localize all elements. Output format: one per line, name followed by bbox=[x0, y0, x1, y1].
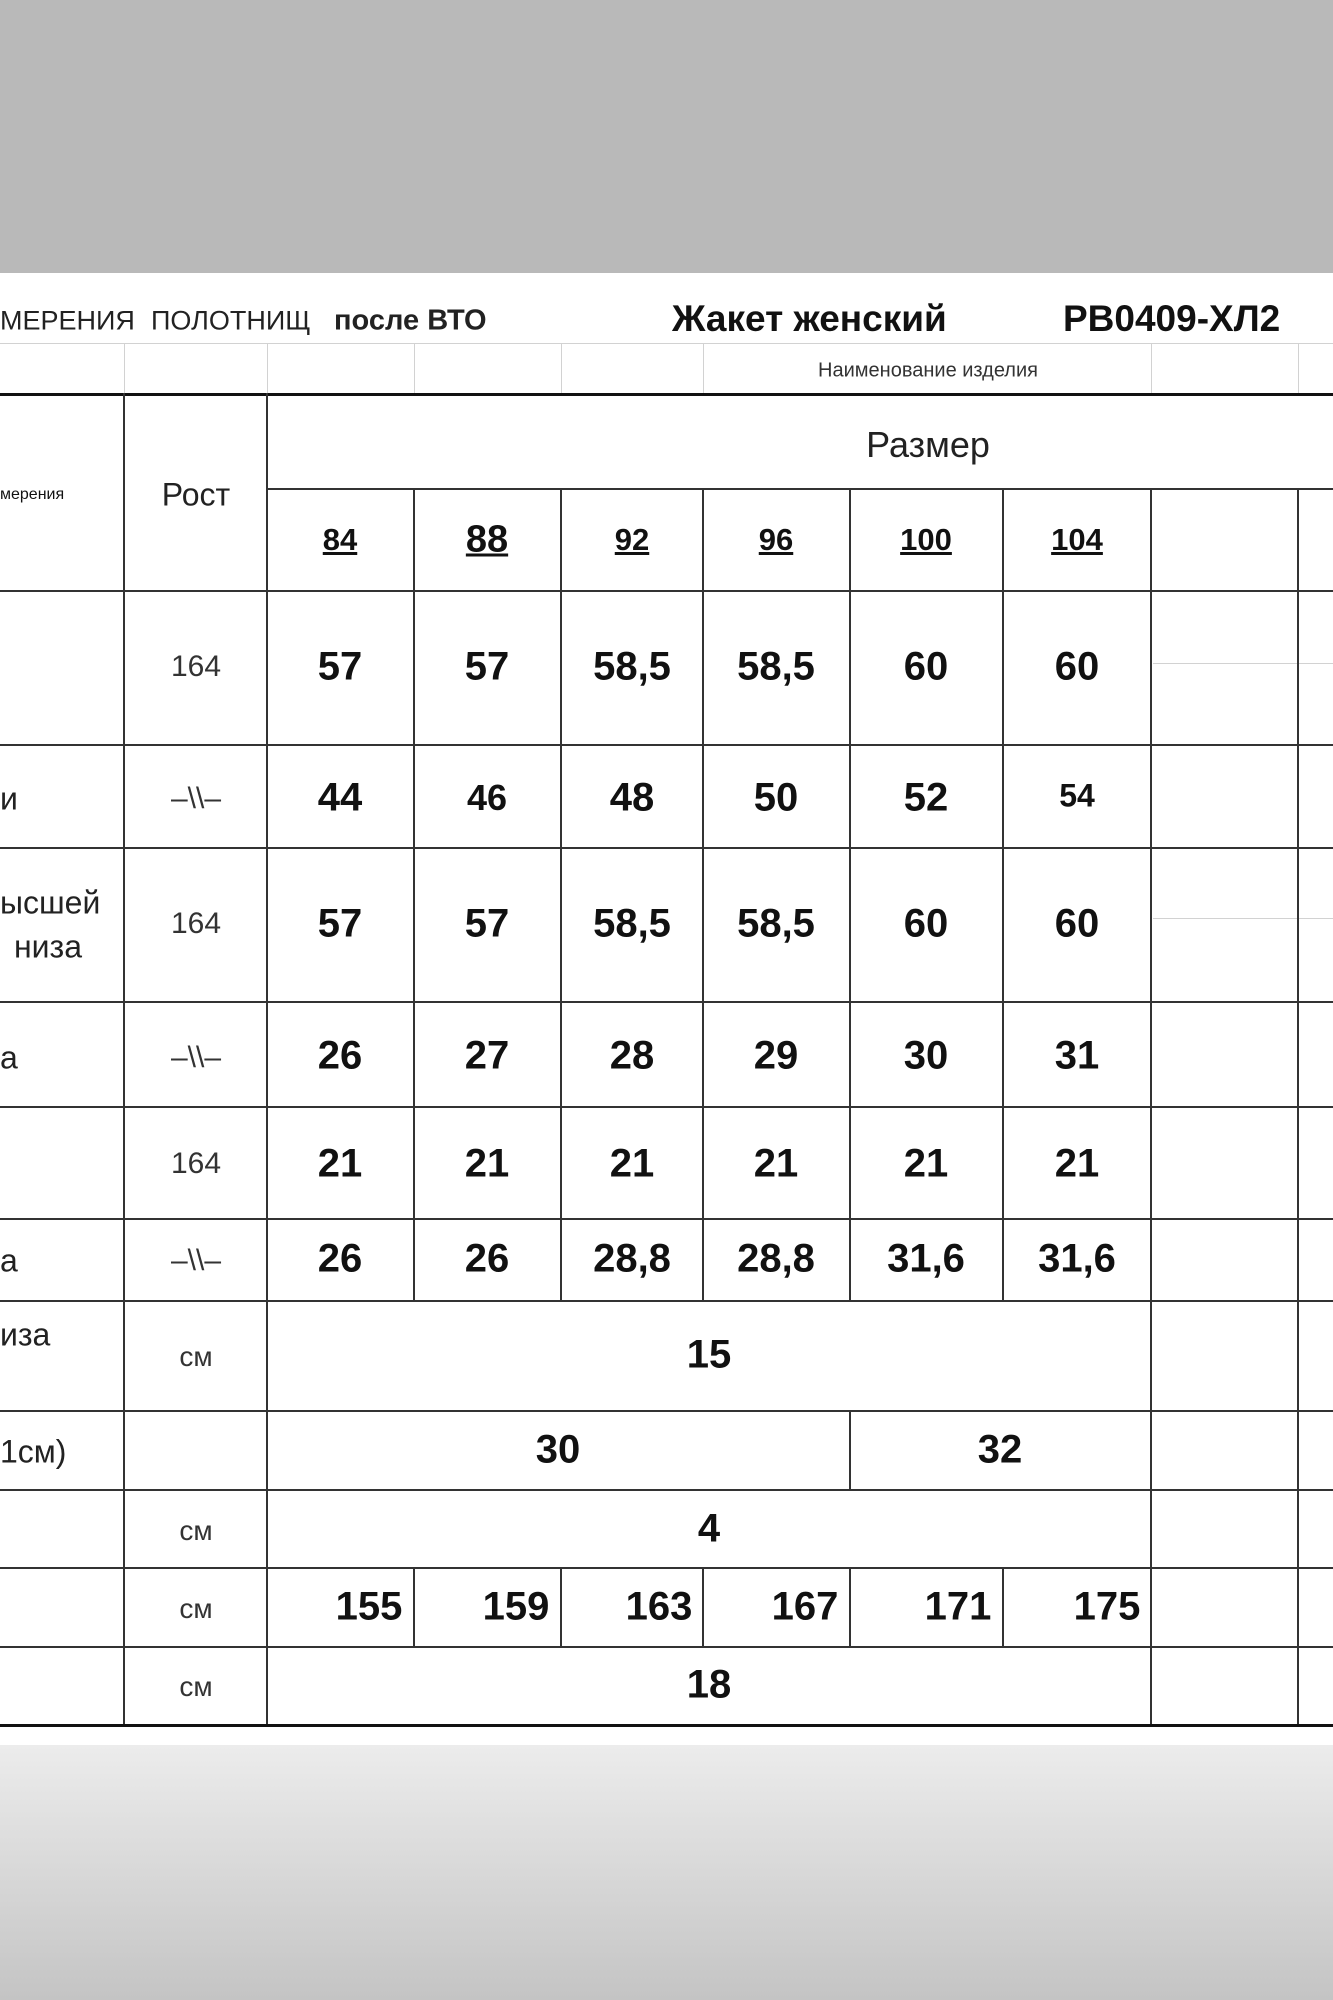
size-100: 100 bbox=[900, 522, 952, 557]
title-part1: МЕРЕНИЯ bbox=[0, 305, 135, 336]
row6-height: –\\– bbox=[170, 1244, 222, 1277]
row3-height: 164 bbox=[170, 907, 222, 940]
table-cell: 21 bbox=[903, 1141, 949, 1186]
table-cell: 58,5 bbox=[737, 901, 815, 946]
table-cell: 50 bbox=[753, 775, 799, 820]
table-cell: 163 bbox=[625, 1584, 693, 1629]
size-88: 88 bbox=[465, 518, 509, 561]
table-cell: 26 bbox=[317, 1236, 363, 1281]
table-cell: 29 bbox=[753, 1033, 799, 1078]
table-cell: 57 bbox=[317, 901, 363, 946]
size-chart-sheet bbox=[0, 273, 1333, 1745]
table-cell-merged: 30 bbox=[535, 1427, 581, 1472]
size-92: 92 bbox=[614, 522, 650, 557]
table-cell: 58,5 bbox=[593, 901, 671, 946]
table-cell-merged: 18 bbox=[686, 1662, 732, 1707]
table-cell: 155 bbox=[335, 1584, 403, 1629]
table-cell: 57 bbox=[317, 644, 363, 689]
table-cell: 60 bbox=[903, 644, 949, 689]
row3-label-line2: низа bbox=[14, 928, 83, 965]
table-cell: 171 bbox=[924, 1584, 992, 1629]
table-cell: 58,5 bbox=[737, 644, 815, 689]
table-cell: 21 bbox=[753, 1141, 799, 1186]
table-cell: 52 bbox=[903, 775, 949, 820]
row3-label-line1: ысшей bbox=[0, 884, 101, 921]
row8-label: 1см) bbox=[0, 1433, 67, 1470]
row9-unit: см bbox=[179, 1515, 213, 1546]
table-cell: 60 bbox=[1054, 901, 1100, 946]
table-cell: 57 bbox=[464, 901, 510, 946]
table-cell: 28,8 bbox=[737, 1236, 815, 1281]
table-cell: 48 bbox=[609, 775, 655, 820]
table-cell: 54 bbox=[1059, 777, 1095, 814]
table-cell-merged: 15 bbox=[686, 1332, 732, 1377]
table-cell: 28 bbox=[609, 1033, 655, 1078]
table-cell: 31,6 bbox=[1038, 1236, 1116, 1281]
row10-unit: см bbox=[179, 1593, 213, 1624]
product-caption: Наименование изделия bbox=[818, 359, 1038, 382]
row7-unit: см bbox=[179, 1341, 213, 1372]
row4-label: а bbox=[0, 1039, 18, 1076]
table-cell: 26 bbox=[464, 1236, 510, 1281]
table-cell: 60 bbox=[903, 901, 949, 946]
table-cell-merged: 32 bbox=[977, 1427, 1023, 1472]
row6-label: а bbox=[0, 1242, 18, 1279]
row2-height: –\\– bbox=[170, 782, 222, 815]
table-cell: 21 bbox=[1054, 1141, 1100, 1186]
row7-label: иза bbox=[0, 1316, 51, 1353]
row5-height: 164 bbox=[170, 1147, 222, 1180]
size-96: 96 bbox=[758, 522, 794, 557]
column-header-measure: мерения bbox=[0, 486, 65, 503]
table-cell: 27 bbox=[464, 1033, 510, 1078]
table-cell: 30 bbox=[903, 1033, 949, 1078]
size-84: 84 bbox=[322, 522, 358, 557]
background-bottom bbox=[0, 1745, 1333, 2000]
table-cell: 31,6 bbox=[887, 1236, 965, 1281]
table-cell: 167 bbox=[771, 1584, 839, 1629]
row1-height: 164 bbox=[170, 650, 222, 683]
table-cell: 28,8 bbox=[593, 1236, 671, 1281]
product-name: Жакет женский bbox=[672, 298, 947, 339]
table-cell: 26 bbox=[317, 1033, 363, 1078]
table-cell: 44 bbox=[317, 775, 363, 820]
table-cell: 159 bbox=[482, 1584, 550, 1629]
row11-unit: см bbox=[179, 1671, 213, 1702]
table-cell: 58,5 bbox=[593, 644, 671, 689]
title-part2: ПОЛОТНИЩ bbox=[151, 305, 311, 336]
table-cell: 60 bbox=[1054, 644, 1100, 689]
row4-height: –\\– bbox=[170, 1041, 222, 1074]
product-code: РВ0409-ХЛ2 bbox=[1063, 298, 1281, 339]
table-cell-merged: 4 bbox=[697, 1506, 721, 1551]
table-cell: 21 bbox=[609, 1141, 655, 1186]
size-104: 104 bbox=[1051, 522, 1103, 557]
table-cell: 46 bbox=[466, 777, 508, 818]
table-cell: 31 bbox=[1054, 1033, 1100, 1078]
row2-label: и bbox=[0, 780, 18, 817]
table-cell: 21 bbox=[464, 1141, 510, 1186]
table-cell: 21 bbox=[317, 1141, 363, 1186]
table-cell: 57 bbox=[464, 644, 510, 689]
title-part3: после ВТО bbox=[334, 304, 487, 337]
table-cell: 175 bbox=[1073, 1584, 1141, 1629]
column-header-height: Рост bbox=[161, 476, 231, 513]
size-header: Размер bbox=[866, 424, 990, 465]
